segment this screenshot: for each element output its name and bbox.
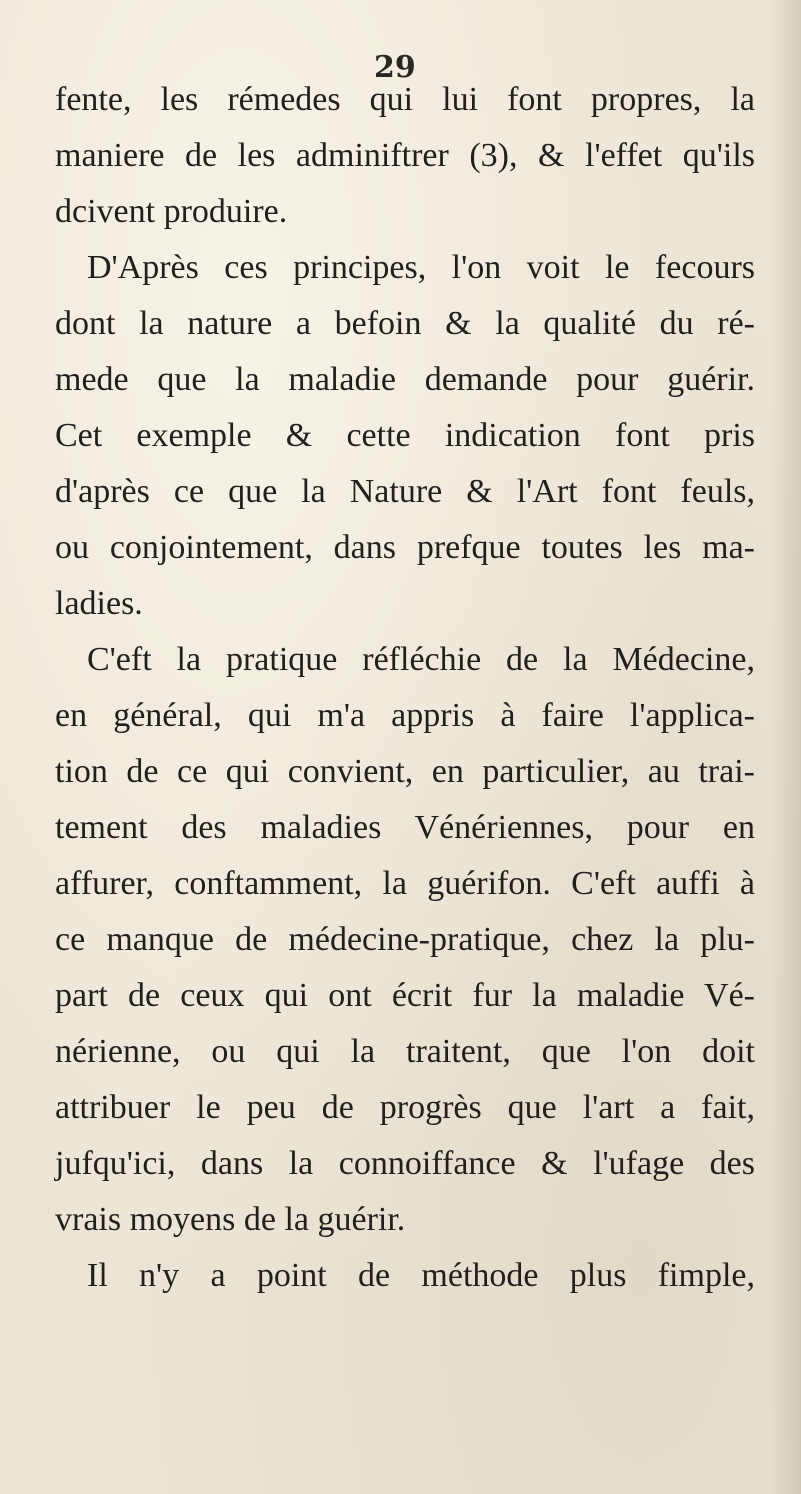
text-line: dont la nature a befoin & la qualité du ré- [55,305,755,342]
page-edge-shadow [771,0,801,1494]
text-line: jufqu'ici, dans la connoiffance & l'ufage des [55,1145,755,1182]
text-line: tion de ce qui convient, en particulier, au trai- [55,753,755,790]
text-line: mede que la maladie demande pour guérir. [55,361,755,398]
text-line: d'après ce que la Nature & l'Art font feuls, [55,473,755,510]
body-text [55,72,755,1304]
text-line: fente, les rémedes qui lui font propres, la [55,81,755,118]
text-line: Cet exemple & cette indication font pris [55,417,755,454]
text-line: Il n'y a point de méthode plus fimple, [87,1257,755,1294]
text-line: dcivent produire. [55,193,288,230]
text-line: part de ceux qui ont écrit fur la maladie Vé- [55,977,755,1014]
text-line: attribuer le peu de progrès que l'art a fait, [55,1089,755,1126]
text-line: ou conjointement, dans prefque toutes les ma- [55,529,755,566]
text-line: ladies. [55,585,143,622]
page-number: 29 [374,50,416,85]
text-line: affurer, conftamment, la guérifon. C'eft auffi à [55,865,755,902]
text-line: nérienne, ou qui la traitent, que l'on doit [55,1033,755,1070]
text-line: C'eft la pratique réfléchie de la Médecine, [87,641,755,678]
text-line: tement des maladies Vénériennes, pour en [55,809,755,846]
text-line: en général, qui m'a appris à faire l'applica- [55,697,755,734]
text-line: ce manque de médecine-pratique, chez la plu- [55,921,755,958]
text-line: maniere de les adminiftrer (3), & l'effet qu'ils [55,137,755,174]
text-line: vrais moyens de la guérir. [55,1201,406,1238]
text-line: D'Après ces principes, l'on voit le fecours [87,249,755,286]
